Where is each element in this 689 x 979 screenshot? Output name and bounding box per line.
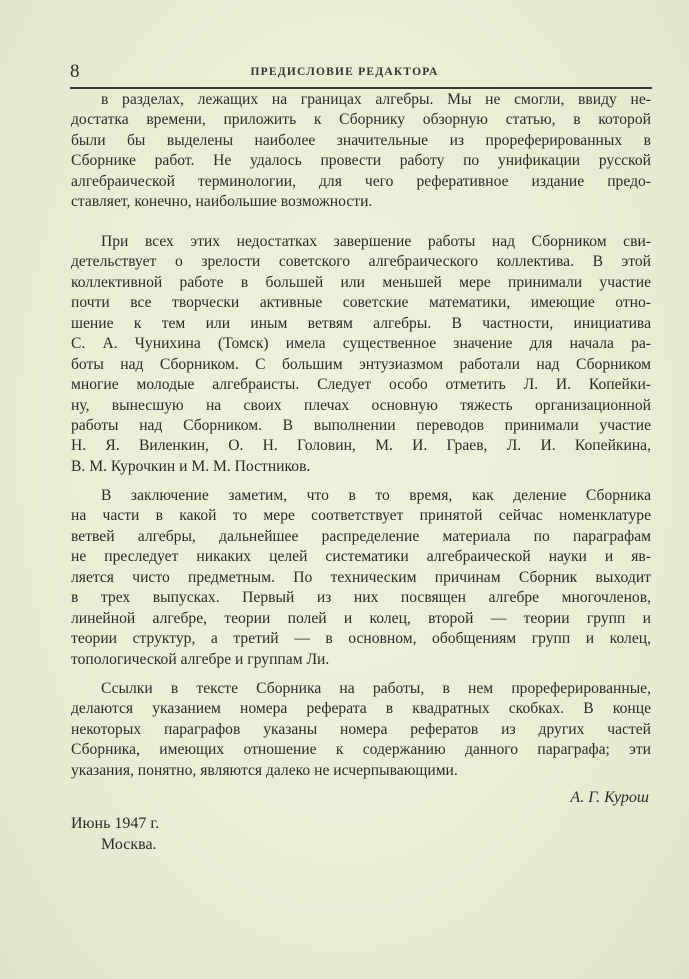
text-line: шение к тем или иным ветвям алгебры. В частности, инициатива: [71, 314, 651, 332]
text-line: в трех выпусках. Первый из них посвящен алгебре многочленов,: [71, 589, 651, 607]
text-line: некоторых параграфов указаны номера рефератов из других частей: [71, 720, 651, 738]
text-line: не преследует никаких целей систематики алгебраической науки и яв-: [71, 548, 651, 566]
text-line: коллективной работе в большей или меньшей мере принимали участие: [71, 273, 651, 291]
text-line: ляется чисто предметным. По техническим причинам Сборник выходит: [71, 568, 651, 586]
paragraph-3: [71, 486, 651, 670]
page-number: 8: [70, 61, 80, 82]
date: Июнь 1947 г.: [71, 815, 160, 832]
text-line: В заключение заметим, что в то время, как деление Сборника: [101, 487, 651, 504]
text-line: С. А. Чунихина (Томск) имела существенное значение для начала ра-: [71, 335, 651, 353]
paragraph-2: [71, 232, 651, 477]
signature: А. Г. Курош: [570, 789, 649, 806]
text-line: Н. Я. Виленкин, О. Н. Головин, М. И. Граев, Л. И. Копейкина,: [71, 437, 651, 455]
text-line: указания, понятно, являются далеко не исчерпывающими.: [71, 761, 458, 779]
text-line: в разделах, лежащих на границах алгебры. Мы не смогли, ввиду не-: [101, 91, 651, 108]
text-line: работы над Сборником. В выполнении переводов принимали участие: [71, 416, 651, 434]
paragraph-4: [71, 679, 651, 781]
text-line: В. М. Курочкин и М. М. Постников.: [71, 457, 311, 475]
text-line: алгебраической терминологии, для чего реферативное издание предо-: [71, 172, 651, 190]
text-line: детельствует о зрелости советского алгебраического коллектива. В этой: [71, 253, 651, 271]
text-line: многие молодые алгебраисты. Следует особо отметить Л. И. Копейки-: [71, 376, 651, 394]
text-line: боты над Сборником. С большим энтузиазмом работали над Сборником: [71, 355, 651, 373]
place: Москва.: [101, 836, 157, 853]
text-line: Сборника, имеющих отношение к содержанию данного параграфа; эти: [71, 741, 651, 759]
text-line: Ссылки в тексте Сборника на работы, в нем прореферированные,: [101, 680, 651, 697]
paragraph-1: [71, 90, 651, 213]
text-line: были бы выделены наиболее значительные из прореферированных в: [71, 131, 651, 149]
header-rule: [70, 87, 652, 89]
text-line: ставляет, конечно, наибольшие возможности.: [71, 193, 373, 211]
text-line: При всех этих недостатках завершение работы над Сборником сви-: [101, 233, 651, 250]
text-line: ветвей алгебры, дальнейшее распределение материала по параграфам: [71, 527, 651, 545]
running-title: ПРЕДИСЛОВИЕ РЕДАКТОРА: [250, 66, 439, 78]
text-line: достатка времени, приложить к Сборнику обзорную статью, в которой: [71, 111, 651, 129]
text-line: Сборнике работ. Не удалось провести работу по унификации русской: [71, 152, 651, 170]
text-line: топологической алгебре и группам Ли.: [71, 650, 330, 668]
text-line: делаются указанием номера реферата в квадратных скобках. В конце: [71, 700, 651, 718]
text-line: теории структур, а третий — в основном, обобщениям групп и колец,: [71, 630, 651, 648]
text-line: на части в какой то мере соответствует принятой сейчас номенклатуре: [71, 507, 651, 525]
text-line: ну, вынесшую на своих плечах основную тяжесть организационной: [71, 396, 651, 414]
text-line: почти все творчески активные советские математики, имеющие отно-: [71, 294, 651, 312]
text-line: линейной алгебре, теории полей и колец, второй — теории групп и: [71, 609, 651, 627]
